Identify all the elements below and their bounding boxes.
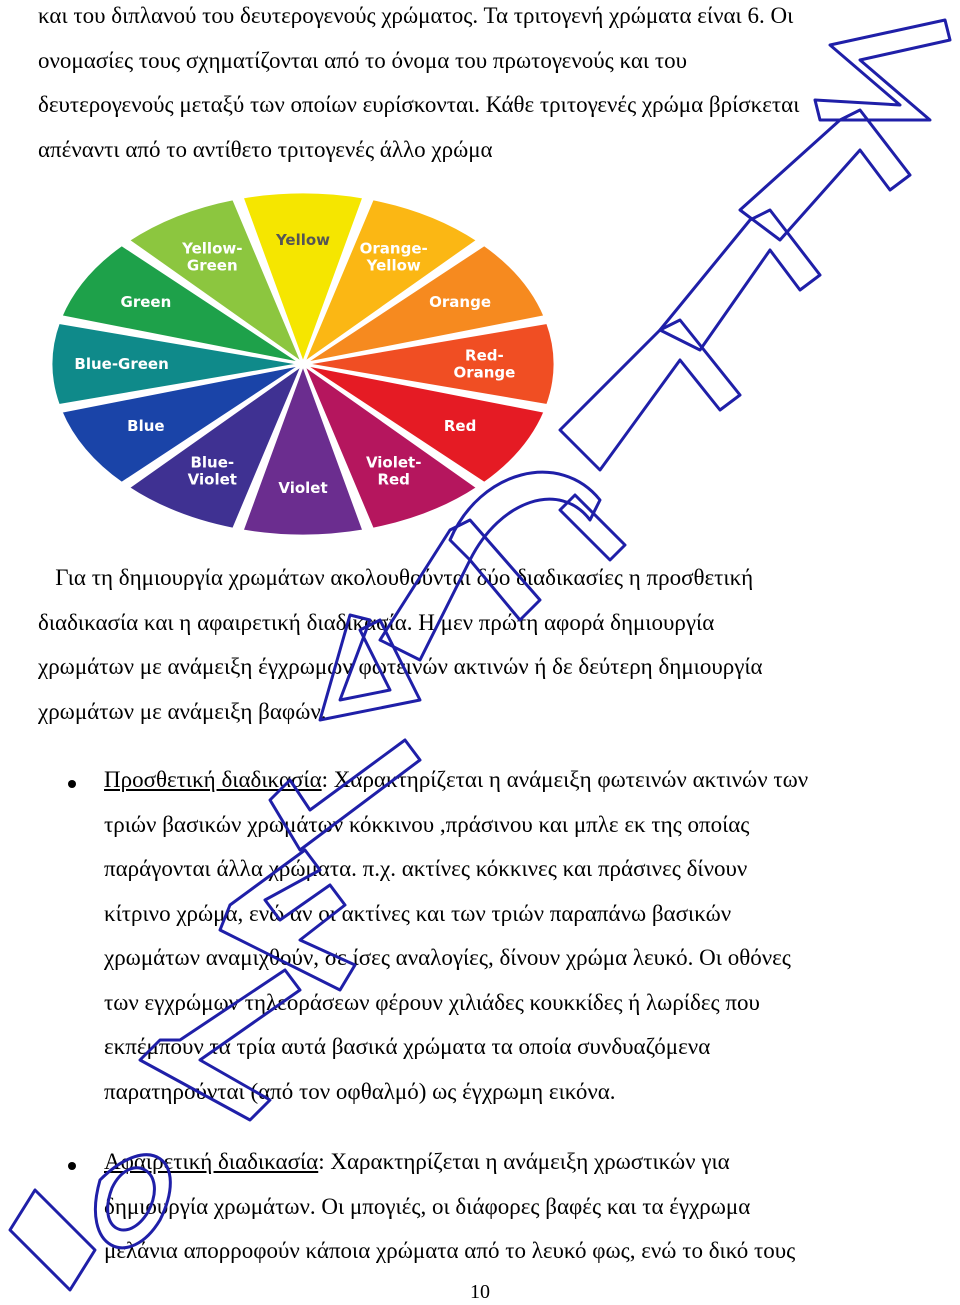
wheel-label: Orange bbox=[429, 293, 492, 312]
wheel-label: Red-Orange bbox=[453, 346, 516, 382]
text-line: παράγονται άλλα χρώματα. π.χ. ακτίνες κόκκινες και πράσινες δίνουν bbox=[104, 856, 748, 881]
text-line: των εγχρώμων τηλεοράσεων φέρουν χιλιάδες κουκκίδες ή λωρίδες που bbox=[104, 989, 760, 1015]
text-line: δευτερογενούς μεταξύ των οποίων ευρίσκονται. Κάθε τριτογενές χρώμα βρίσκεται bbox=[38, 92, 800, 117]
text-line: χρωμάτων αναμιχθούν, σε ίσες αναλογίες, δίνουν χρώμα λευκό. Οι οθόνες bbox=[104, 945, 791, 970]
text-line bbox=[104, 758, 904, 803]
subtractive-process-item bbox=[104, 1140, 904, 1274]
subtractive-term: Αφαιρετική διαδικασία bbox=[104, 1149, 319, 1174]
intro-paragraph bbox=[38, 0, 928, 172]
wheel-label: Blue bbox=[127, 416, 165, 435]
additive-term: Προσθετική διαδικασία bbox=[104, 767, 322, 792]
text-line: χρωμάτων με ανάμειξη βαφών. bbox=[38, 698, 327, 724]
bullet-icon bbox=[68, 780, 76, 788]
processes-paragraph bbox=[38, 556, 928, 734]
wheel-label: Violet bbox=[278, 478, 328, 497]
text-line: ονομασίες τους σχηματίζονται από το όνομα του πρωτογενούς και του bbox=[38, 47, 687, 73]
text-line: Για τη δημιουργία χρωμάτων ακολουθούνται δύο διαδικασίες η προσθετική bbox=[38, 565, 754, 590]
text-line: παρατηρούνται (από τον οφθαλμό) ως έγχρωμη εικόνα. bbox=[104, 1078, 616, 1104]
text-line: απέναντι από το αντίθετο τριτογενές άλλο χρώμα bbox=[38, 136, 493, 162]
color-wheel bbox=[48, 186, 558, 536]
text-line: μελάνια απορροφούν κάποια χρώματα από το λευκό φως, ενώ το δικό τους bbox=[104, 1238, 796, 1263]
page-number: 10 bbox=[470, 1281, 490, 1303]
additive-definition-start: : Χαρακτηρίζεται η ανάμειξη φωτεινών ακτινών των bbox=[321, 767, 809, 792]
wheel-label: Red bbox=[443, 416, 477, 435]
text-line: διαδικασία και η αφαιρετική διαδικασία. Η μεν πρώτη αφορά δημιουργία bbox=[38, 609, 715, 635]
text-line: και του διπλανού του δευτερογενούς χρώματος. Τα τριτογενή χρώματα είναι 6. Οι bbox=[38, 3, 794, 28]
text-line: τριών βασικών χρωμάτων κόκκινου ,πράσινου και μπλε εκ της οποίας bbox=[104, 811, 750, 837]
bullet-icon bbox=[68, 1162, 76, 1170]
color-wheel-image bbox=[48, 186, 558, 536]
additive-process-item bbox=[104, 758, 904, 1114]
wheel-label: Violet-Red bbox=[365, 453, 422, 489]
text-line: χρωμάτων με ανάμειξη έγχρωμων φωτεινών ακτινών ή δε δεύτερη δημιουργία bbox=[38, 654, 763, 679]
text-line: δημιουργία χρωμάτων. Οι μπογιές, οι διάφορες βαφές και τα έγχρωμα bbox=[104, 1193, 751, 1219]
text-line: εκπέμπουν τα τρία αυτά βασικά χρώματα τα οποία συνδυαζόμενα bbox=[104, 1034, 711, 1059]
wheel-label: Orange-Yellow bbox=[359, 239, 428, 275]
wheel-label: Blue-Green bbox=[74, 355, 169, 373]
wheel-label: Green bbox=[120, 293, 172, 312]
text-line bbox=[104, 1140, 904, 1185]
text-line: κίτρινο χρώμα, ενώ αν οι ακτίνες και των τριών παραπάνω βασικών bbox=[104, 900, 732, 926]
subtractive-definition-start: : Χαρακτηρίζεται η ανάμειξη χρωστικών για bbox=[318, 1149, 730, 1174]
wheel-label: Yellow-Green bbox=[182, 239, 243, 275]
wheel-label: Yellow bbox=[275, 231, 331, 250]
wheel-label: Blue-Violet bbox=[187, 453, 237, 489]
